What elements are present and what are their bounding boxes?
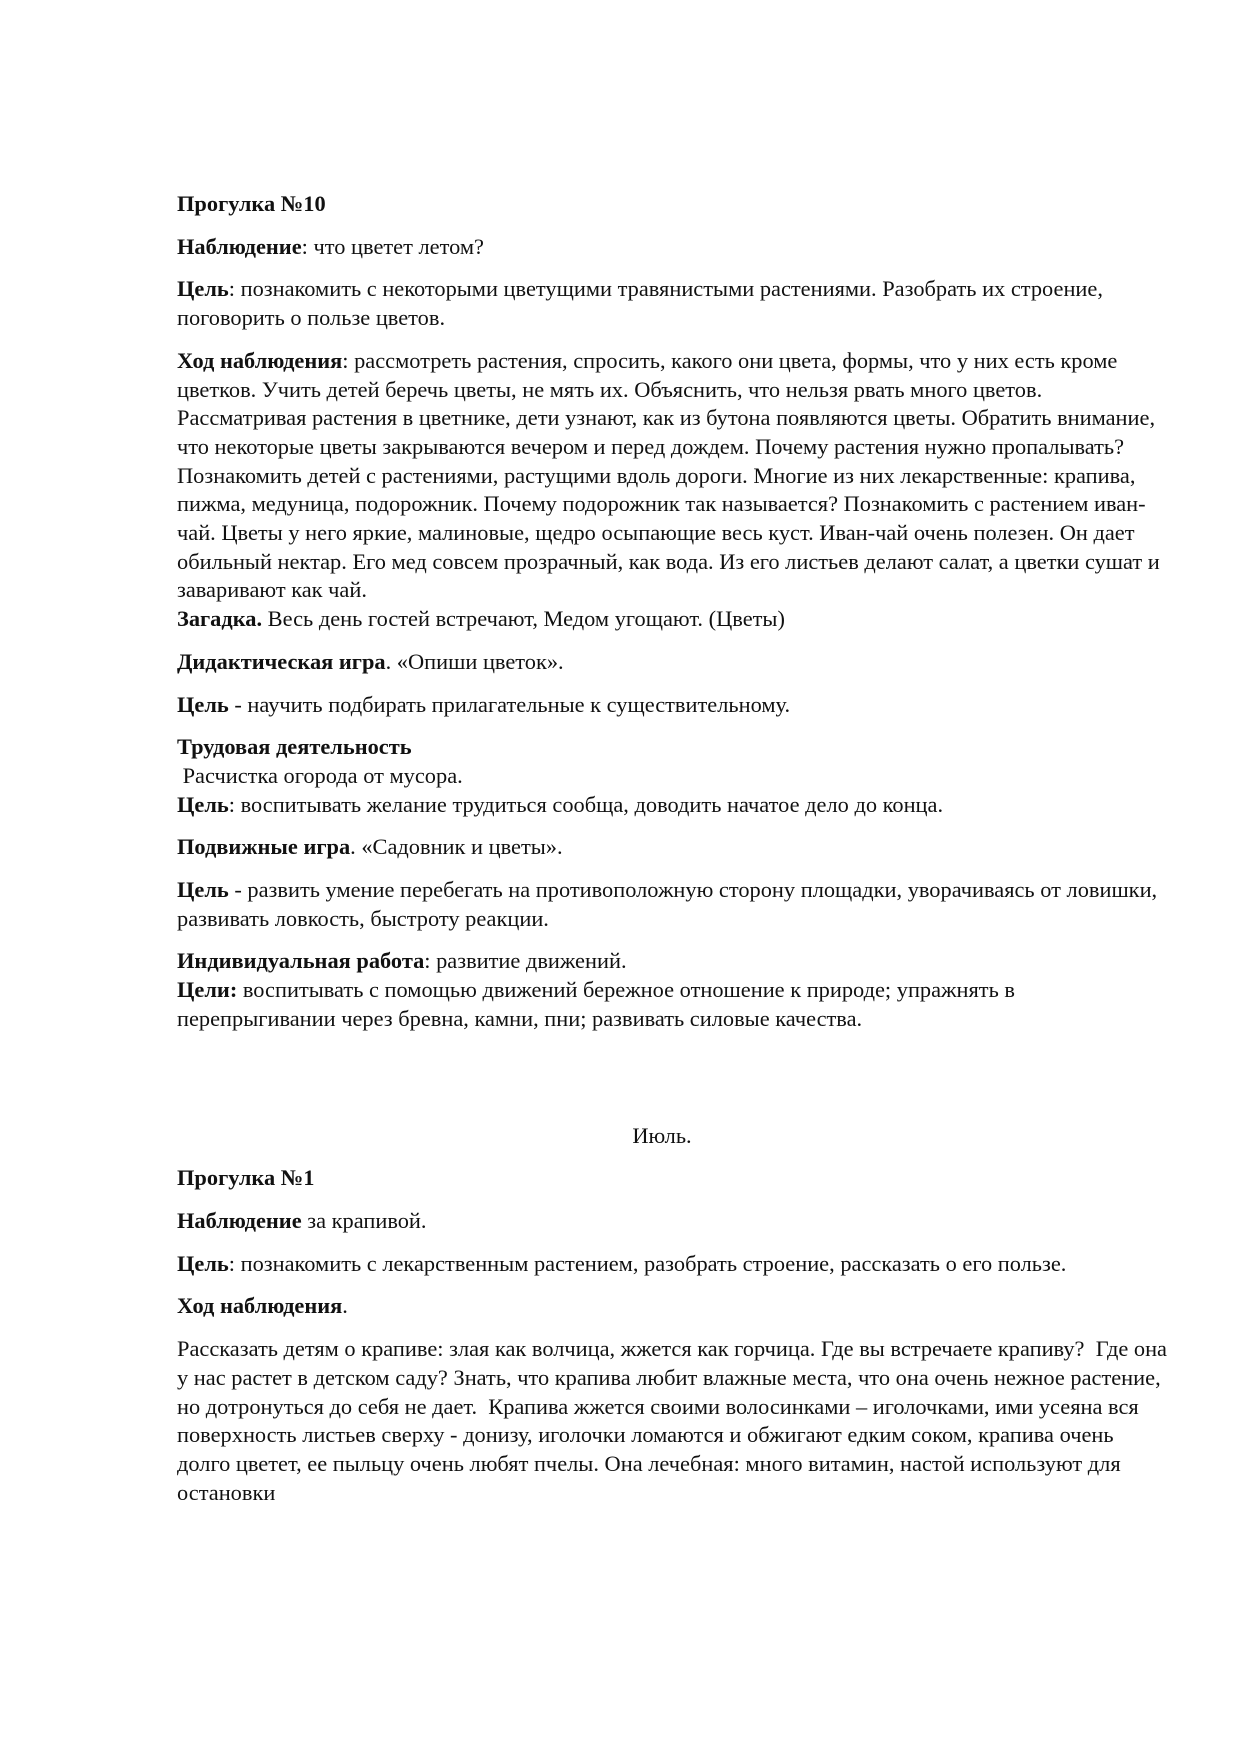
didactic-label: Дидактическая игра: [177, 648, 386, 674]
goal-text: : познакомить с некоторыми цветущими травянистыми растениями. Разобрать их строение, поговорить о пользе цветов.: [177, 276, 1103, 331]
didactic-goal-text: - научить подбирать прилагательные к существительному.: [228, 691, 791, 717]
mobile-goal-label: Цель: [177, 877, 229, 903]
walk10-individual-goals: [177, 976, 1167, 1033]
goal-label: Цель: [177, 276, 229, 302]
goal-label: Цель: [177, 1250, 229, 1276]
walk10-title: Прогулка №10: [177, 191, 326, 216]
individual-text: : развитие движений.: [424, 948, 627, 974]
labor-goal-label: Цель: [177, 791, 229, 817]
observation-label: Наблюдение: [177, 1207, 302, 1233]
walk1-title: Прогулка №1: [177, 1165, 315, 1191]
walk1-observation: [177, 1207, 1167, 1236]
month-heading: Июль.: [632, 1122, 692, 1148]
walk1-course-text: Рассказать детям о крапиве: злая как волчица, жжется как горчица. Где вы встречаете крапиву? Где она у нас растет в детском саду? Знать, что крапива любит влажные места, что она очень нежное растение, но дотронуться до себя не дает. Крапива жжется своими волосинками – иголочками, ими усеяна вся поверхность листьев сверху - донизу, иголочки ломаются и обжигают едким соком, крапива очень долго цветет, ее пыльцу очень любят пчелы. Она лечебная: много витамин, настой используют для остановки: [177, 1336, 1173, 1505]
goal-text: : познакомить с лекарственным растением, разобрать строение, рассказать о его пользе.: [228, 1250, 1067, 1276]
riddle-text: Весь день гостей встречают, Медом угощают. (Цветы): [262, 606, 785, 632]
course-text: : рассмотреть растения, спросить, какого они цвета, формы, что у них есть кроме цветков. Учить детей беречь цветы, не мять их. Объяснить, что нельзя рвать много цветов. Рассматривая растения в цветнике, дети узнают, как из бутона появляются цветы. Обратить внимание, что некоторые цветы закрываются вечером и перед дождем. Почему растения нужно пропалывать? Познакомить детей с растениями, растущими вдоль дороги. Многие из них лекарственные: крапива, пижма, медуница, подорожник. Почему подорожник так называется? Познакомить с растением иван-чай. Цветы у него яркие, малиновые, щедро осыпающие весь куст. Иван-чай очень полезен. Он дает обильный нектар. Его мед совсем прозрачный, как вода. Из его листьев делают салат, а цветки сушат и заваривают как чай.: [177, 347, 1160, 603]
walk1-course: [177, 1292, 1167, 1321]
walk10-observation: [177, 233, 1167, 262]
walk10-course: [177, 347, 1167, 605]
didactic-text: . «Опиши цветок».: [385, 648, 564, 674]
walk10-labor-label: Трудовая деятельность: [177, 734, 412, 760]
walk10-mobile: [177, 833, 1167, 862]
riddle-label: Загадка.: [177, 606, 263, 632]
observation-text: за крапивой.: [301, 1207, 427, 1233]
course-punct: .: [342, 1293, 348, 1319]
walk1-goal: [177, 1250, 1167, 1279]
individual-goals-label: Цели:: [177, 977, 238, 1003]
walk10-riddle: [177, 605, 1167, 634]
document-page: [177, 190, 1173, 1507]
observation-text: : что цветет летом?: [301, 233, 484, 259]
individual-goals-text: воспитывать с помощью движений бережное отношение к природе; упражнять в перепрыгивании через бревна, камни, пни; развивать силовые качества.: [177, 977, 1015, 1031]
mobile-text: . «Садовник и цветы».: [350, 834, 563, 860]
labor-goal-text: : воспитывать желание трудиться сообща, доводить начатое дело до конца.: [228, 791, 944, 817]
walk10-didactic-goal: [177, 691, 1167, 720]
individual-label: Индивидуальная работа: [177, 948, 425, 974]
walk10-mobile-goal: [177, 876, 1167, 933]
walk10-didactic: [177, 648, 1167, 677]
course-label: Ход наблюдения: [177, 1293, 343, 1319]
course-label: Ход наблюдения: [177, 347, 343, 373]
observation-label: Наблюдение: [177, 233, 302, 259]
walk10-labor-text: Расчистка огорода от мусора.: [177, 762, 463, 788]
didactic-goal-label: Цель: [177, 691, 229, 717]
mobile-label: Подвижные игра: [177, 834, 351, 860]
walk10-individual: [177, 947, 1167, 976]
mobile-goal-text: - развить умение перебегать на противоположную сторону площадки, уворачиваясь от ловишки, развивать ловкость, быстроту реакции.: [177, 877, 1158, 931]
walk10-labor-goal: [177, 791, 1167, 820]
walk10-goal: [177, 275, 1167, 332]
